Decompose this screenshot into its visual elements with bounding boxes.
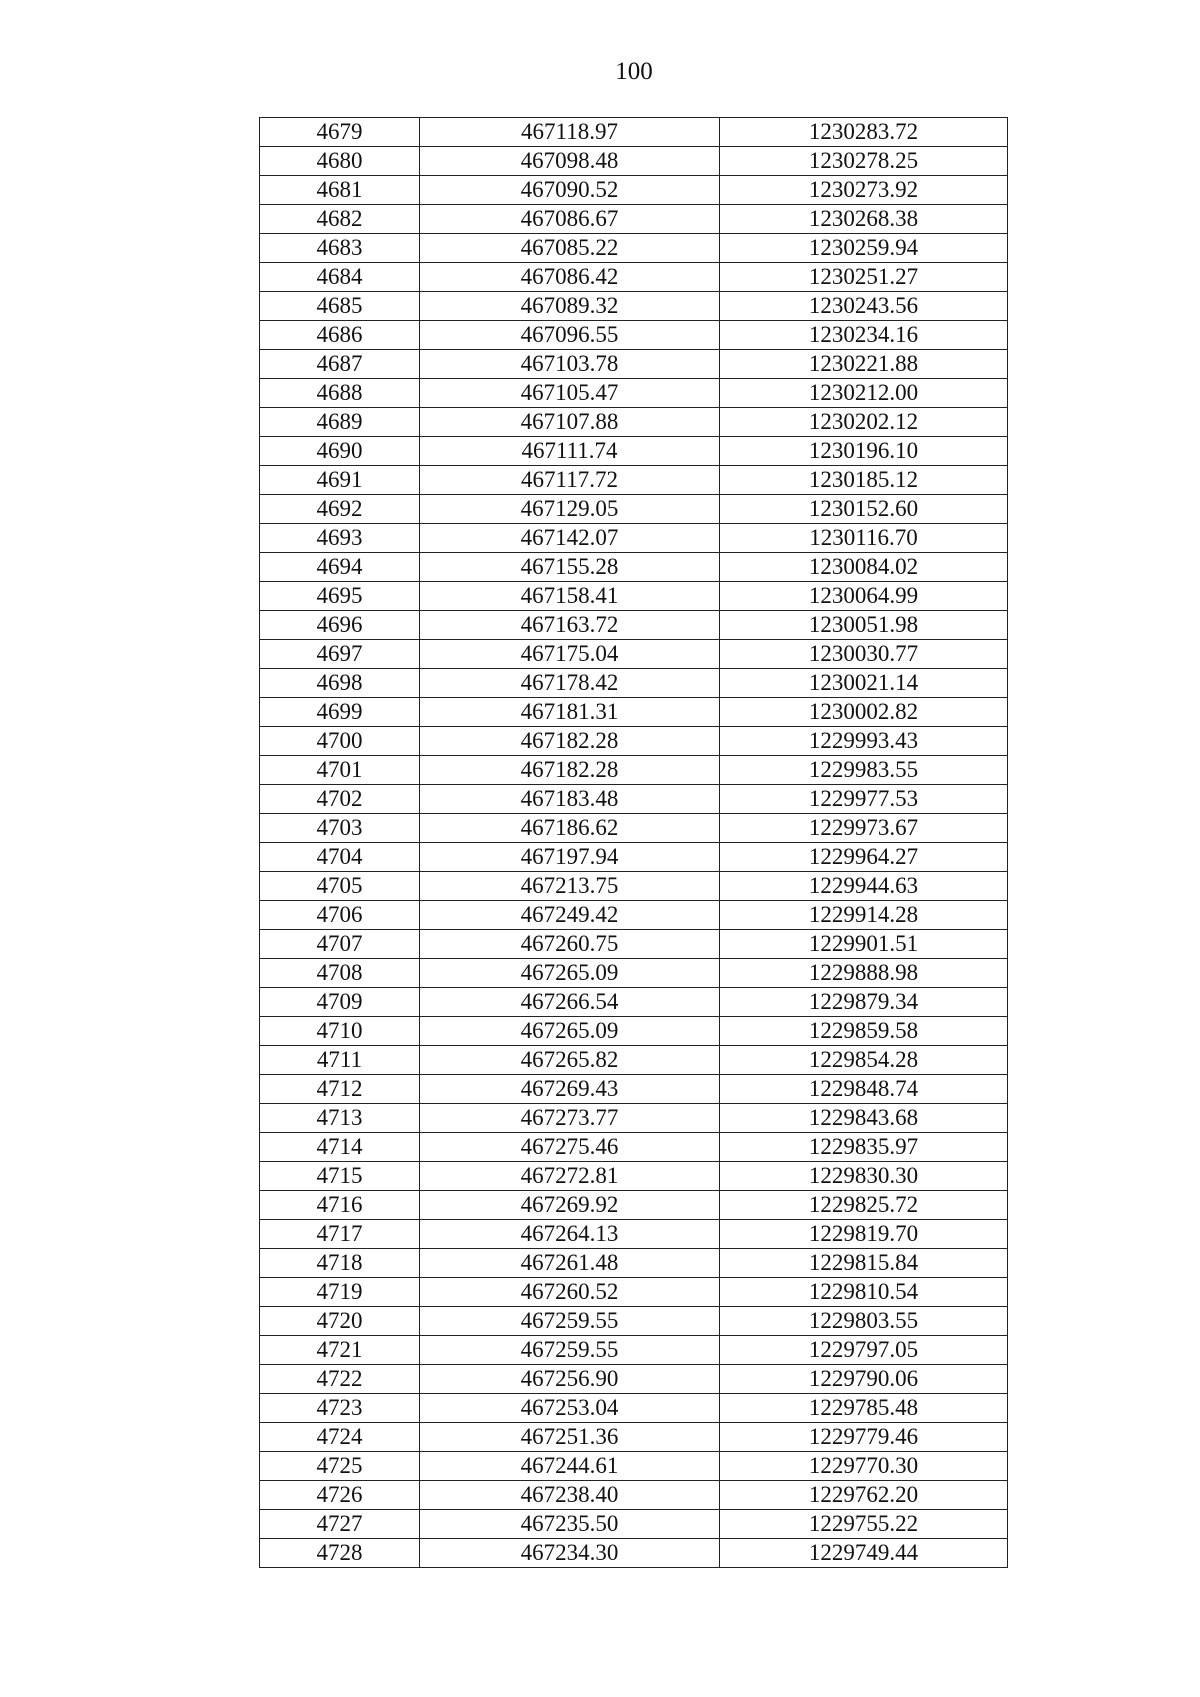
x-coordinate-cell: 467197.94 [420,843,720,872]
table-row [260,118,1008,147]
point-number-cell: 4702 [260,785,420,814]
x-coordinate-cell: 467142.07 [420,524,720,553]
y-coordinate-cell: 1229964.27 [720,843,1008,872]
x-coordinate-cell: 467272.81 [420,1162,720,1191]
x-coordinate-cell: 467090.52 [420,176,720,205]
x-coordinate-cell: 467260.52 [420,1278,720,1307]
x-coordinate-cell: 467234.30 [420,1539,720,1568]
y-coordinate-cell: 1229790.06 [720,1365,1008,1394]
point-number-cell: 4690 [260,437,420,466]
y-coordinate-cell: 1229888.98 [720,959,1008,988]
y-coordinate-cell: 1229944.63 [720,872,1008,901]
point-number-cell: 4684 [260,263,420,292]
y-coordinate-cell: 1230185.12 [720,466,1008,495]
point-number-cell: 4679 [260,118,420,147]
y-coordinate-cell: 1229755.22 [720,1510,1008,1539]
x-coordinate-cell: 467259.55 [420,1336,720,1365]
table-row [260,756,1008,785]
y-coordinate-cell: 1229879.34 [720,988,1008,1017]
y-coordinate-cell: 1229843.68 [720,1104,1008,1133]
table-row [260,408,1008,437]
point-number-cell: 4724 [260,1423,420,1452]
table-row [260,640,1008,669]
x-coordinate-cell: 467107.88 [420,408,720,437]
y-coordinate-cell: 1229779.46 [720,1423,1008,1452]
point-number-cell: 4727 [260,1510,420,1539]
x-coordinate-cell: 467244.61 [420,1452,720,1481]
x-coordinate-cell: 467098.48 [420,147,720,176]
point-number-cell: 4682 [260,205,420,234]
x-coordinate-cell: 467265.82 [420,1046,720,1075]
point-number-cell: 4695 [260,582,420,611]
x-coordinate-cell: 467275.46 [420,1133,720,1162]
y-coordinate-cell: 1230202.12 [720,408,1008,437]
table-row [260,843,1008,872]
y-coordinate-cell: 1230273.92 [720,176,1008,205]
point-number-cell: 4685 [260,292,420,321]
table-row [260,901,1008,930]
table-row [260,495,1008,524]
table-row [260,785,1008,814]
point-number-cell: 4701 [260,756,420,785]
point-number-cell: 4699 [260,698,420,727]
y-coordinate-cell: 1229993.43 [720,727,1008,756]
x-coordinate-cell: 467178.42 [420,669,720,698]
table-row [260,988,1008,1017]
point-number-cell: 4704 [260,843,420,872]
table-row [260,234,1008,263]
table-row [260,1423,1008,1452]
x-coordinate-cell: 467251.36 [420,1423,720,1452]
table-row [260,1481,1008,1510]
x-coordinate-cell: 467182.28 [420,756,720,785]
point-number-cell: 4719 [260,1278,420,1307]
x-coordinate-cell: 467235.50 [420,1510,720,1539]
point-number-cell: 4683 [260,234,420,263]
point-number-cell: 4710 [260,1017,420,1046]
table-row [260,1249,1008,1278]
y-coordinate-cell: 1229830.30 [720,1162,1008,1191]
table-row [260,930,1008,959]
y-coordinate-cell: 1230002.82 [720,698,1008,727]
table-row [260,582,1008,611]
y-coordinate-cell: 1230051.98 [720,611,1008,640]
point-number-cell: 4681 [260,176,420,205]
x-coordinate-cell: 467103.78 [420,350,720,379]
x-coordinate-cell: 467182.28 [420,727,720,756]
y-coordinate-cell: 1229983.55 [720,756,1008,785]
table-row [260,292,1008,321]
point-number-cell: 4720 [260,1307,420,1336]
x-coordinate-cell: 467269.43 [420,1075,720,1104]
point-number-cell: 4692 [260,495,420,524]
x-coordinate-cell: 467183.48 [420,785,720,814]
point-number-cell: 4707 [260,930,420,959]
y-coordinate-cell: 1229859.58 [720,1017,1008,1046]
x-coordinate-cell: 467117.72 [420,466,720,495]
x-coordinate-cell: 467155.28 [420,553,720,582]
y-coordinate-cell: 1229819.70 [720,1220,1008,1249]
point-number-cell: 4693 [260,524,420,553]
point-number-cell: 4686 [260,321,420,350]
table-row [260,1365,1008,1394]
y-coordinate-cell: 1229901.51 [720,930,1008,959]
y-coordinate-cell: 1230030.77 [720,640,1008,669]
y-coordinate-cell: 1229797.05 [720,1336,1008,1365]
point-number-cell: 4713 [260,1104,420,1133]
table-row [260,1075,1008,1104]
point-number-cell: 4698 [260,669,420,698]
x-coordinate-cell: 467266.54 [420,988,720,1017]
x-coordinate-cell: 467261.48 [420,1249,720,1278]
x-coordinate-cell: 467273.77 [420,1104,720,1133]
table-row [260,205,1008,234]
x-coordinate-cell: 467089.32 [420,292,720,321]
y-coordinate-cell: 1230283.72 [720,118,1008,147]
table-row [260,350,1008,379]
table-row [260,1394,1008,1423]
y-coordinate-cell: 1230196.10 [720,437,1008,466]
point-number-cell: 4708 [260,959,420,988]
x-coordinate-cell: 467260.75 [420,930,720,959]
table-row [260,611,1008,640]
point-number-cell: 4721 [260,1336,420,1365]
y-coordinate-cell: 1229749.44 [720,1539,1008,1568]
point-number-cell: 4694 [260,553,420,582]
x-coordinate-cell: 467086.42 [420,263,720,292]
y-coordinate-cell: 1230278.25 [720,147,1008,176]
x-coordinate-cell: 467213.75 [420,872,720,901]
point-number-cell: 4697 [260,640,420,669]
x-coordinate-cell: 467265.09 [420,1017,720,1046]
table-row [260,1278,1008,1307]
point-number-cell: 4703 [260,814,420,843]
x-coordinate-cell: 467186.62 [420,814,720,843]
table-row [260,1017,1008,1046]
table-row [260,1452,1008,1481]
table-row [260,1162,1008,1191]
point-number-cell: 4716 [260,1191,420,1220]
y-coordinate-cell: 1230084.02 [720,553,1008,582]
x-coordinate-cell: 467269.92 [420,1191,720,1220]
x-coordinate-cell: 467118.97 [420,118,720,147]
y-coordinate-cell: 1229785.48 [720,1394,1008,1423]
point-number-cell: 4700 [260,727,420,756]
x-coordinate-cell: 467158.41 [420,582,720,611]
x-coordinate-cell: 467253.04 [420,1394,720,1423]
y-coordinate-cell: 1229803.55 [720,1307,1008,1336]
x-coordinate-cell: 467249.42 [420,901,720,930]
y-coordinate-cell: 1229973.67 [720,814,1008,843]
table-row [260,1133,1008,1162]
y-coordinate-cell: 1230251.27 [720,263,1008,292]
y-coordinate-cell: 1230116.70 [720,524,1008,553]
x-coordinate-cell: 467264.13 [420,1220,720,1249]
table-row [260,466,1008,495]
y-coordinate-cell: 1229810.54 [720,1278,1008,1307]
y-coordinate-cell: 1230212.00 [720,379,1008,408]
x-coordinate-cell: 467096.55 [420,321,720,350]
x-coordinate-cell: 467111.74 [420,437,720,466]
point-number-cell: 4711 [260,1046,420,1075]
x-coordinate-cell: 467181.31 [420,698,720,727]
y-coordinate-cell: 1230243.56 [720,292,1008,321]
x-coordinate-cell: 467259.55 [420,1307,720,1336]
y-coordinate-cell: 1229815.84 [720,1249,1008,1278]
y-coordinate-cell: 1229835.97 [720,1133,1008,1162]
x-coordinate-cell: 467265.09 [420,959,720,988]
point-number-cell: 4705 [260,872,420,901]
page-number: 100 [615,58,653,85]
y-coordinate-cell: 1230221.88 [720,350,1008,379]
coordinates-table [259,117,1008,1568]
y-coordinate-cell: 1229825.72 [720,1191,1008,1220]
y-coordinate-cell: 1229854.28 [720,1046,1008,1075]
y-coordinate-cell: 1229848.74 [720,1075,1008,1104]
table-row [260,814,1008,843]
x-coordinate-cell: 467256.90 [420,1365,720,1394]
point-number-cell: 4725 [260,1452,420,1481]
y-coordinate-cell: 1229762.20 [720,1481,1008,1510]
point-number-cell: 4706 [260,901,420,930]
point-number-cell: 4689 [260,408,420,437]
x-coordinate-cell: 467163.72 [420,611,720,640]
point-number-cell: 4688 [260,379,420,408]
point-number-cell: 4714 [260,1133,420,1162]
y-coordinate-cell: 1230064.99 [720,582,1008,611]
point-number-cell: 4687 [260,350,420,379]
y-coordinate-cell: 1230268.38 [720,205,1008,234]
x-coordinate-cell: 467105.47 [420,379,720,408]
table-row [260,1046,1008,1075]
table-row [260,727,1008,756]
x-coordinate-cell: 467129.05 [420,495,720,524]
point-number-cell: 4723 [260,1394,420,1423]
table-row [260,1191,1008,1220]
coordinates-table-body [260,118,1008,1568]
y-coordinate-cell: 1230152.60 [720,495,1008,524]
table-row [260,669,1008,698]
table-row [260,147,1008,176]
table-row [260,553,1008,582]
table-row [260,1336,1008,1365]
table-row [260,872,1008,901]
point-number-cell: 4718 [260,1249,420,1278]
table-row [260,1104,1008,1133]
table-row [260,379,1008,408]
x-coordinate-cell: 467085.22 [420,234,720,263]
point-number-cell: 4680 [260,147,420,176]
y-coordinate-cell: 1230259.94 [720,234,1008,263]
point-number-cell: 4696 [260,611,420,640]
y-coordinate-cell: 1230021.14 [720,669,1008,698]
point-number-cell: 4717 [260,1220,420,1249]
x-coordinate-cell: 467086.67 [420,205,720,234]
x-coordinate-cell: 467175.04 [420,640,720,669]
point-number-cell: 4722 [260,1365,420,1394]
point-number-cell: 4691 [260,466,420,495]
table-row [260,321,1008,350]
point-number-cell: 4715 [260,1162,420,1191]
table-row [260,263,1008,292]
point-number-cell: 4712 [260,1075,420,1104]
table-row [260,524,1008,553]
table-row [260,1220,1008,1249]
point-number-cell: 4709 [260,988,420,1017]
table-row [260,1510,1008,1539]
y-coordinate-cell: 1230234.16 [720,321,1008,350]
y-coordinate-cell: 1229770.30 [720,1452,1008,1481]
y-coordinate-cell: 1229977.53 [720,785,1008,814]
table-row [260,176,1008,205]
table-row [260,437,1008,466]
table-row [260,959,1008,988]
table-row [260,1307,1008,1336]
table-row [260,698,1008,727]
point-number-cell: 4726 [260,1481,420,1510]
x-coordinate-cell: 467238.40 [420,1481,720,1510]
point-number-cell: 4728 [260,1539,420,1568]
table-row [260,1539,1008,1568]
y-coordinate-cell: 1229914.28 [720,901,1008,930]
